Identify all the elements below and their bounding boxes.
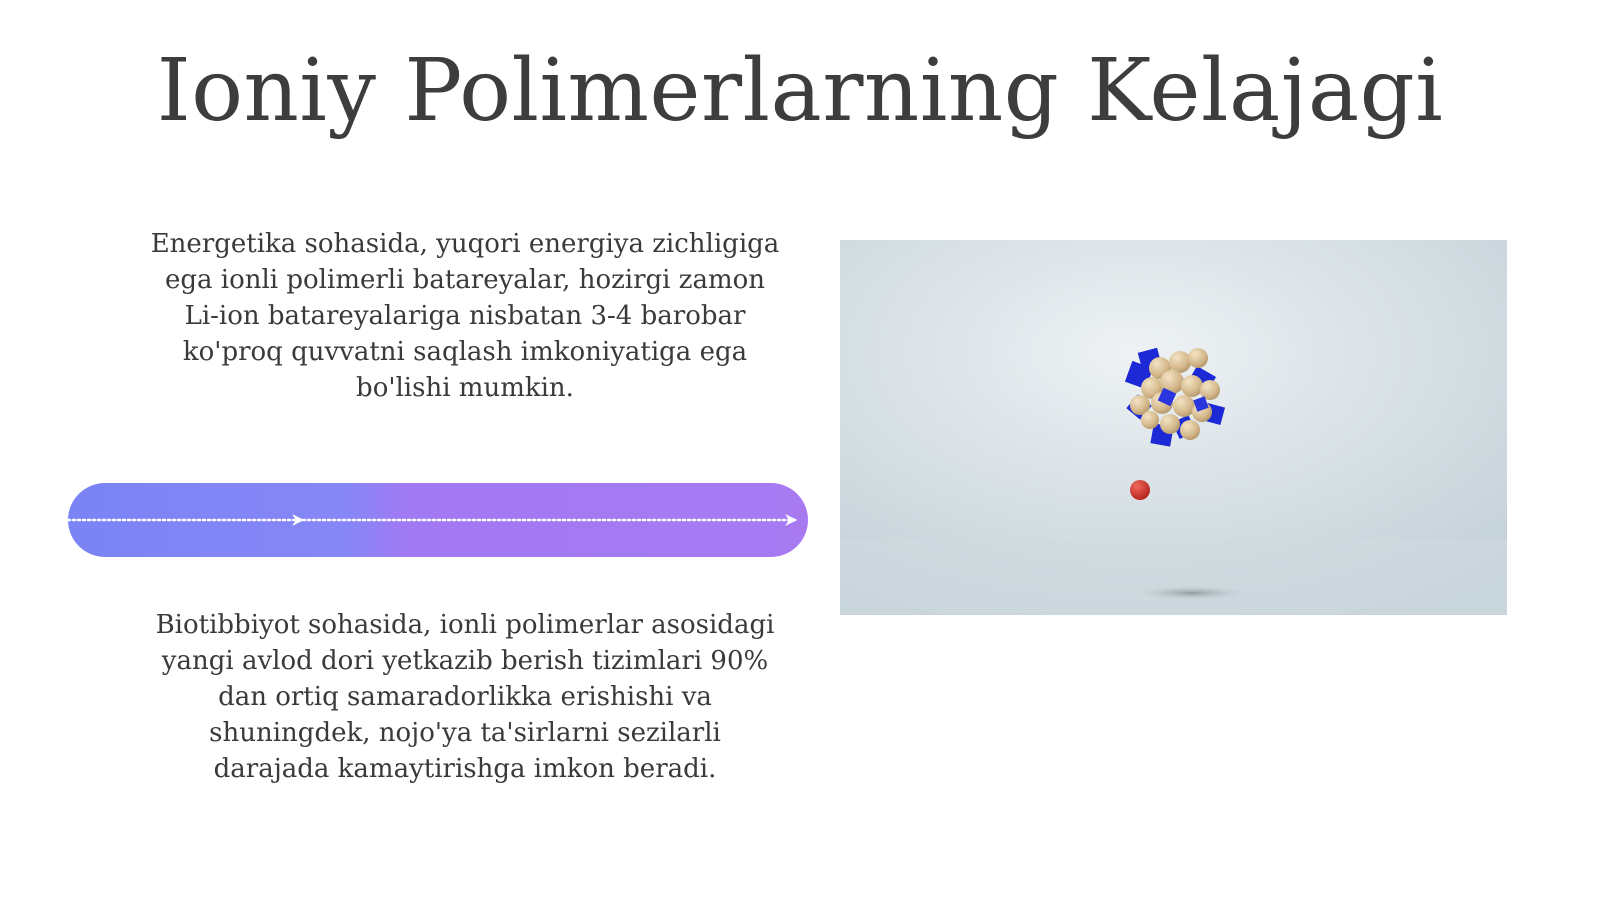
energy-paragraph: Energetika sohasida, yuqori energiya zichligiga ega ionli polimerli batareyalar, hozirgi zamon Li-ion batareyalariga nisbatan 3-4 barobar ko'proq quvvatni saqlash imkoniyatiga ega bo'lishi mumkin. <box>150 229 780 403</box>
atom-nucleus-illustration <box>840 240 1507 615</box>
electron <box>1130 480 1150 500</box>
timeline-dotted-line <box>68 483 808 557</box>
atom-illustration <box>840 240 1507 615</box>
slide-title: Ioniy Polimerlarning Kelajagi <box>156 41 1444 141</box>
biomedicine-paragraph: Biotibbiyot sohasida, ionli polimerlar asosidagi yangi avlod dori yetkazib berish tizimlari 90% dan ortiq samaradorlikka erishishi va shuningdek, nojo'ya ta'sirlarni sezilarli darajada kamaytirishga imkon beradi. <box>155 610 775 784</box>
timeline-bar <box>68 483 808 557</box>
